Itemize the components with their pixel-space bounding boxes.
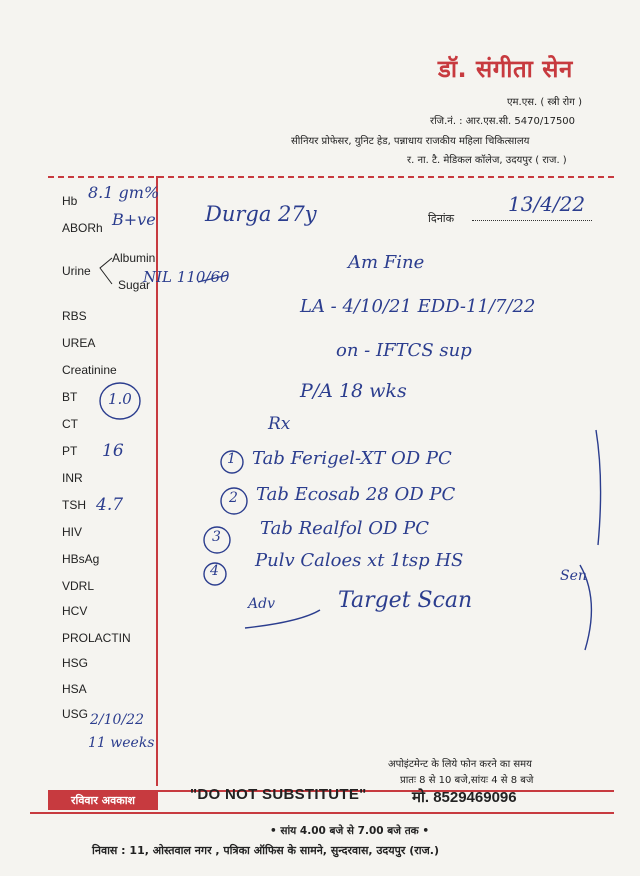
college-name: र. ना. टै. मेडिकल कॉलेज, उदयपुर ( राज. ) — [407, 155, 567, 166]
rx-item-3: Tab Realfol OD PC — [260, 518, 430, 539]
rx-item-3-number: 3 — [212, 529, 221, 545]
registration-number: रजि.नं. : आर.एस.सी. 5470/17500 — [430, 116, 576, 127]
label-bt: BT — [62, 390, 78, 404]
label-hsg: HSG — [62, 656, 89, 670]
appointment-heading: अपोइंटमेन्ट के लिये फोन करने का समय — [388, 759, 532, 770]
rx-item-1-number: 1 — [227, 451, 236, 467]
label-inr: INR — [62, 471, 83, 485]
label-vdrl: VDRL — [62, 579, 95, 593]
bt-value: 1.0 — [108, 390, 132, 408]
history-note: LA - 4/10/21 EDD-11/7/22 — [300, 296, 536, 317]
tsh-value: 4.7 — [96, 495, 124, 515]
label-pt: PT — [62, 444, 78, 458]
complaint-note: Am Fine — [348, 252, 425, 273]
sugar-bp-value: NIL 110/60 — [143, 268, 230, 286]
advice-scan: Target Scan — [338, 588, 473, 613]
rx-item-4-number: 4 — [210, 563, 219, 579]
label-urea: UREA — [62, 336, 96, 350]
label-hsa: HSA — [62, 682, 87, 696]
evening-timing: • सांय 4.00 बजे से 7.00 बजे तक • — [270, 825, 430, 837]
rx-symbol: Rx — [268, 414, 291, 434]
mobile-number: मो. 8529469096 — [412, 789, 517, 806]
rx-item-2: Tab Ecosab 28 OD PC — [256, 484, 456, 505]
pt-value: 16 — [102, 441, 124, 461]
label-aborh: ABORh — [62, 221, 103, 235]
label-usg: USG — [62, 707, 89, 721]
label-sugar: Sugar — [118, 278, 151, 292]
usg-weeks: 11 weeks — [88, 735, 155, 751]
doctor-name: डॉ. संगीता सेन — [438, 55, 573, 83]
label-creatinine: Creatinine — [62, 363, 117, 377]
rx-item-2-number: 2 — [229, 490, 238, 506]
rx-item-4: Pulv Caloes xt 1tsp HS — [255, 550, 464, 571]
rx-item-1: Tab Ferigel-XT OD PC — [252, 448, 452, 469]
advice-label: Adv — [248, 596, 275, 612]
usg-date: 2/10/22 — [90, 712, 144, 728]
label-hcv: HCV — [62, 604, 88, 618]
prescription-date: 13/4/22 — [508, 192, 586, 216]
doctor-signature: Sen — [560, 568, 587, 584]
appointment-hours: प्रातः 8 से 10 बजे,सांयः 4 से 8 बजे — [400, 775, 534, 786]
hb-value: 8.1 gm% — [88, 183, 160, 202]
label-ct: CT — [62, 417, 78, 431]
medication-note: on - IFTCS sup — [336, 340, 472, 361]
patient-name-age: Durga 27y — [205, 202, 317, 226]
residence-address: निवास : 11, ओस्तवाल नगर , पत्रिका ऑफिस के सामने, सुन्दरवास, उदयपुर (राज.) — [92, 844, 439, 857]
doctor-degree: एम.एस. ( स्त्री रोग ) — [507, 97, 582, 108]
pa-note: P/A 18 wks — [300, 380, 407, 402]
label-hiv: HIV — [62, 525, 83, 539]
sunday-holiday-badge: रविवार अवकाश — [48, 792, 158, 810]
label-urine: Urine — [62, 264, 91, 278]
label-hb: Hb — [62, 194, 78, 208]
label-albumin: Albumin — [112, 251, 156, 265]
label-rbs: RBS — [62, 309, 87, 323]
aborh-value: B+ve — [112, 210, 156, 229]
doctor-position: सीनियर प्रोफेसर, युनिट हेड, पन्नाधाय राजकीय महिला चिकित्सालय — [291, 136, 530, 147]
label-tsh: TSH — [62, 498, 86, 512]
label-hbsag: HBsAg — [62, 552, 100, 566]
date-label: दिनांक — [428, 212, 455, 225]
do-not-substitute: "DO NOT SUBSTITUTE" — [190, 786, 367, 803]
label-prolactin: PROLACTIN — [62, 631, 131, 645]
